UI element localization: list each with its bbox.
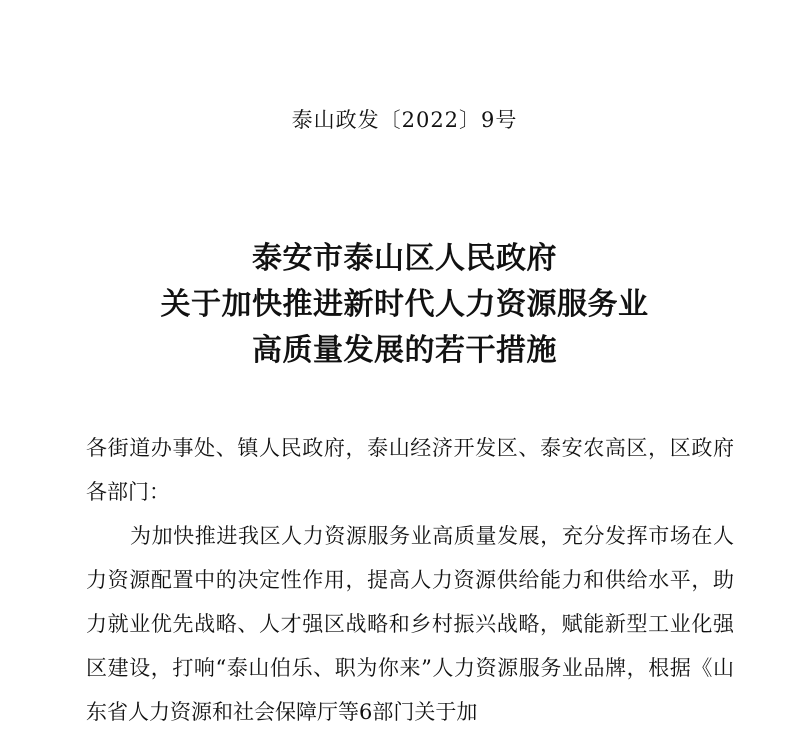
body-paragraph-1: 为加快推进我区人力资源服务业高质量发展，充分发挥市场在人力资源配置中的决定性作用，提高人力资源供给能力和供给水平，助力就业优先战略、人才强区战略和乡村振兴战略，赋能新型工业化强区建设，打响“泰山伯乐、职为你来”人力资源服务业品牌，根据《山东省人力资源和社会保障厅等6部门关于加 — [86, 524, 734, 724]
title-line-2: 关于加快推进新时代人力资源服务业 — [160, 287, 649, 322]
addressee-paragraph: 各街道办事处、镇人民政府，泰山经济开发区、泰安农高区，区政府各部门： — [86, 436, 734, 504]
document-title — [0, 236, 809, 374]
document-number: 泰山政发〔2022〕9号 — [291, 108, 518, 132]
title-line-1: 泰安市泰山区人民政府 — [252, 241, 557, 276]
document-body — [86, 426, 734, 734]
title-line-3: 高质量发展的若干措施 — [252, 333, 557, 368]
